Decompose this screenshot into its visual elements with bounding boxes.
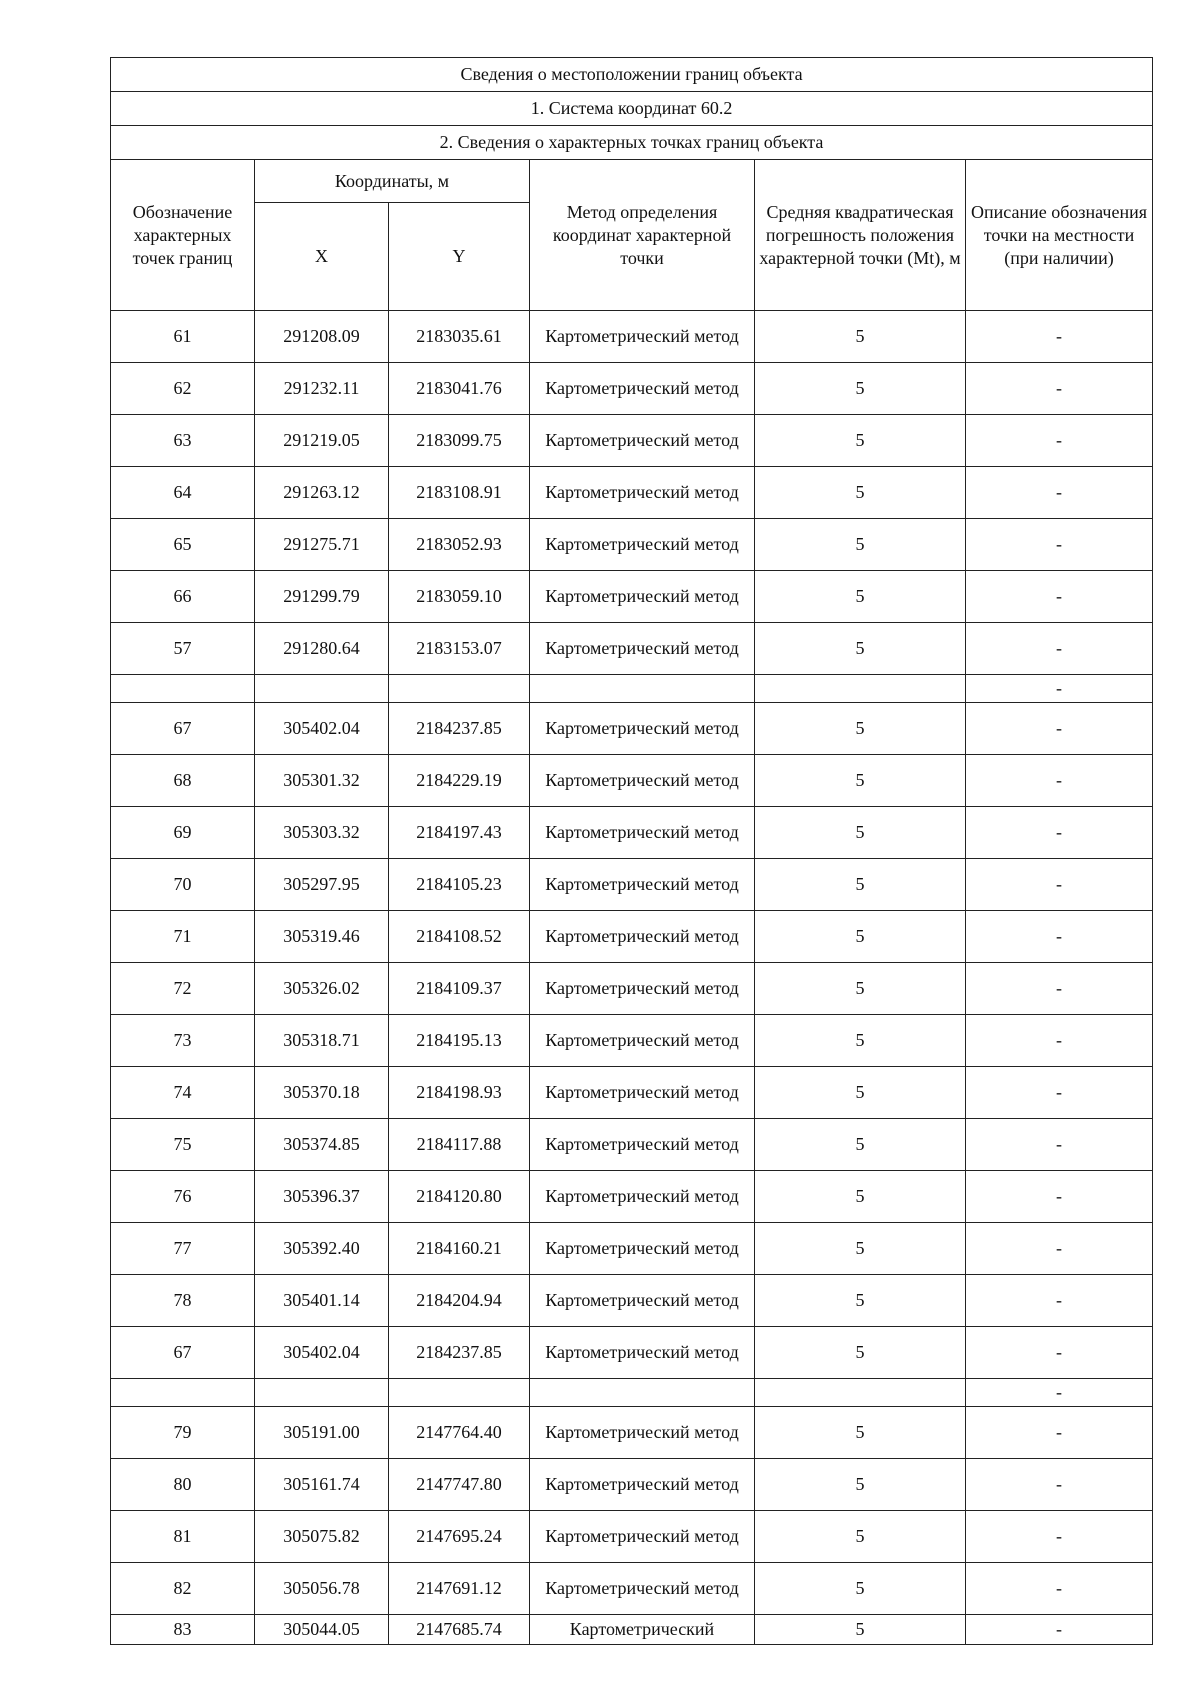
y-coordinate-cell: 2183153.07: [389, 623, 530, 675]
point-id-cell: 78: [111, 1275, 255, 1327]
table-row: [111, 1275, 1153, 1327]
x-coordinate-cell: 305401.14: [255, 1275, 389, 1327]
boundary-document: [110, 57, 1152, 1645]
x-coordinate-cell: 305075.82: [255, 1511, 389, 1563]
x-coordinate-cell: 305374.85: [255, 1119, 389, 1171]
y-coordinate-cell: 2184198.93: [389, 1067, 530, 1119]
x-coordinate-cell: [255, 1379, 389, 1407]
point-id-cell: 82: [111, 1563, 255, 1615]
method-cell: Картометрический метод: [530, 1511, 755, 1563]
error-cell: [755, 675, 966, 703]
description-cell: -: [966, 571, 1153, 623]
point-id-cell: 74: [111, 1067, 255, 1119]
error-cell: 5: [755, 1615, 966, 1645]
coordinate-system-title: 1. Система координат 60.2: [111, 92, 1153, 126]
x-coordinate-cell: 291280.64: [255, 623, 389, 675]
x-coordinate-cell: 291299.79: [255, 571, 389, 623]
method-cell: Картометрический метод: [530, 1275, 755, 1327]
description-cell: -: [966, 363, 1153, 415]
method-cell: Картометрический метод: [530, 1327, 755, 1379]
y-coordinate-cell: 2184117.88: [389, 1119, 530, 1171]
error-cell: 5: [755, 363, 966, 415]
y-coordinate-cell: 2183041.76: [389, 363, 530, 415]
method-cell: Картометрический метод: [530, 1015, 755, 1067]
method-cell: Картометрический метод: [530, 311, 755, 363]
description-cell: -: [966, 807, 1153, 859]
error-cell: 5: [755, 1223, 966, 1275]
table-row: [111, 859, 1153, 911]
y-coordinate-cell: 2184237.85: [389, 1327, 530, 1379]
method-cell: Картометрический метод: [530, 859, 755, 911]
description-cell: -: [966, 1511, 1153, 1563]
point-id-cell: 57: [111, 623, 255, 675]
point-id-cell: 73: [111, 1015, 255, 1067]
y-coordinate-cell: 2184109.37: [389, 963, 530, 1015]
method-cell: Картометрический метод: [530, 1223, 755, 1275]
table-row: [111, 1407, 1153, 1459]
method-cell: Картометрический метод: [530, 623, 755, 675]
table-row: [111, 363, 1153, 415]
method-cell: Картометрический метод: [530, 755, 755, 807]
method-cell: Картометрический метод: [530, 1407, 755, 1459]
table-row: [111, 571, 1153, 623]
error-cell: [755, 1379, 966, 1407]
section-title: Сведения о местоположении границ объекта: [111, 58, 1153, 92]
error-cell: 5: [755, 859, 966, 911]
table-row: [111, 311, 1153, 363]
point-id-cell: 72: [111, 963, 255, 1015]
description-cell: -: [966, 467, 1153, 519]
method-cell: Картометрический метод: [530, 571, 755, 623]
method-cell: Картометрический метод: [530, 1171, 755, 1223]
y-coordinate-cell: 2184105.23: [389, 859, 530, 911]
table-row: [111, 415, 1153, 467]
y-coordinate-cell: [389, 675, 530, 703]
description-cell: -: [966, 1459, 1153, 1511]
method-cell: Картометрический метод: [530, 1459, 755, 1511]
x-coordinate-cell: [255, 675, 389, 703]
y-coordinate-cell: 2184120.80: [389, 1171, 530, 1223]
error-cell: 5: [755, 1511, 966, 1563]
error-cell: 5: [755, 963, 966, 1015]
table-row: [111, 1511, 1153, 1563]
point-id-cell: 66: [111, 571, 255, 623]
table-row: [111, 911, 1153, 963]
point-id-cell: [111, 675, 255, 703]
error-cell: 5: [755, 571, 966, 623]
point-id-cell: 70: [111, 859, 255, 911]
method-cell: Картометрический метод: [530, 703, 755, 755]
x-coordinate-cell: 305402.04: [255, 703, 389, 755]
y-coordinate-cell: 2184229.19: [389, 755, 530, 807]
y-coordinate-cell: 2184108.52: [389, 911, 530, 963]
table-row: [111, 1015, 1153, 1067]
header-x: X: [255, 203, 389, 311]
table-row: [111, 963, 1153, 1015]
table-row: [111, 1327, 1153, 1379]
y-coordinate-cell: 2184237.85: [389, 703, 530, 755]
table-row: [111, 755, 1153, 807]
point-id-cell: 69: [111, 807, 255, 859]
error-cell: 5: [755, 807, 966, 859]
description-cell: -: [966, 1275, 1153, 1327]
y-coordinate-cell: [389, 1379, 530, 1407]
points-section-title: 2. Сведения о характерных точках границ объекта: [111, 126, 1153, 160]
x-coordinate-cell: 305326.02: [255, 963, 389, 1015]
x-coordinate-cell: 305319.46: [255, 911, 389, 963]
error-cell: 5: [755, 1459, 966, 1511]
table-row: [111, 1615, 1153, 1645]
description-cell: -: [966, 703, 1153, 755]
table-row: [111, 467, 1153, 519]
point-id-cell: 63: [111, 415, 255, 467]
point-id-cell: 80: [111, 1459, 255, 1511]
table-row: [111, 1459, 1153, 1511]
description-cell: -: [966, 911, 1153, 963]
error-cell: 5: [755, 703, 966, 755]
header-method: Метод определения координат характерной точки: [530, 160, 755, 311]
error-cell: 5: [755, 1327, 966, 1379]
x-coordinate-cell: 305370.18: [255, 1067, 389, 1119]
method-cell: Картометрический метод: [530, 467, 755, 519]
header-error: Средняя квадратическая погрешность положения характерной точки (Mt), м: [755, 160, 966, 311]
header-description: Описание обозначения точки на местности (при наличии): [966, 160, 1153, 311]
method-cell: Картометрический метод: [530, 1563, 755, 1615]
x-coordinate-cell: 305402.04: [255, 1327, 389, 1379]
point-id-cell: 61: [111, 311, 255, 363]
y-coordinate-cell: 2147764.40: [389, 1407, 530, 1459]
table-row: [111, 1171, 1153, 1223]
x-coordinate-cell: 305303.32: [255, 807, 389, 859]
x-coordinate-cell: 305161.74: [255, 1459, 389, 1511]
description-cell: -: [966, 1379, 1153, 1407]
error-cell: 5: [755, 1067, 966, 1119]
y-coordinate-cell: 2183059.10: [389, 571, 530, 623]
x-coordinate-cell: 305056.78: [255, 1563, 389, 1615]
x-coordinate-cell: 291263.12: [255, 467, 389, 519]
description-cell: -: [966, 519, 1153, 571]
y-coordinate-cell: 2183035.61: [389, 311, 530, 363]
point-id-cell: 77: [111, 1223, 255, 1275]
description-cell: -: [966, 1563, 1153, 1615]
x-coordinate-cell: 291275.71: [255, 519, 389, 571]
point-id-cell: 71: [111, 911, 255, 963]
x-coordinate-cell: 291219.05: [255, 415, 389, 467]
x-coordinate-cell: 305191.00: [255, 1407, 389, 1459]
y-coordinate-cell: 2147747.80: [389, 1459, 530, 1511]
description-cell: -: [966, 1615, 1153, 1645]
error-cell: 5: [755, 755, 966, 807]
point-id-cell: 65: [111, 519, 255, 571]
error-cell: 5: [755, 1407, 966, 1459]
point-id-cell: 79: [111, 1407, 255, 1459]
separator-row: [111, 675, 1153, 703]
error-cell: 5: [755, 415, 966, 467]
description-cell: -: [966, 859, 1153, 911]
description-cell: -: [966, 1407, 1153, 1459]
y-coordinate-cell: 2184204.94: [389, 1275, 530, 1327]
method-cell: Картометрический метод: [530, 807, 755, 859]
x-coordinate-cell: 305318.71: [255, 1015, 389, 1067]
table-row: [111, 1067, 1153, 1119]
method-cell: [530, 675, 755, 703]
description-cell: -: [966, 1223, 1153, 1275]
point-id-cell: [111, 1379, 255, 1407]
x-coordinate-cell: 305301.32: [255, 755, 389, 807]
error-cell: 5: [755, 1275, 966, 1327]
description-cell: -: [966, 1327, 1153, 1379]
y-coordinate-cell: 2183099.75: [389, 415, 530, 467]
description-cell: -: [966, 623, 1153, 675]
table-row: [111, 1119, 1153, 1171]
y-coordinate-cell: 2147685.74: [389, 1615, 530, 1645]
x-coordinate-cell: 291232.11: [255, 363, 389, 415]
header-coordinates: Координаты, м: [255, 160, 530, 203]
boundary-points-table: [110, 57, 1153, 1645]
x-coordinate-cell: 305396.37: [255, 1171, 389, 1223]
header-designation: Обозначение характерных точек границ: [111, 160, 255, 311]
table-row: [111, 623, 1153, 675]
point-id-cell: 62: [111, 363, 255, 415]
y-coordinate-cell: 2184160.21: [389, 1223, 530, 1275]
table-row: [111, 1563, 1153, 1615]
y-coordinate-cell: 2184195.13: [389, 1015, 530, 1067]
error-cell: 5: [755, 1171, 966, 1223]
method-cell: [530, 1379, 755, 1407]
description-cell: -: [966, 415, 1153, 467]
y-coordinate-cell: 2183108.91: [389, 467, 530, 519]
point-id-cell: 75: [111, 1119, 255, 1171]
method-cell: Картометрический метод: [530, 1067, 755, 1119]
error-cell: 5: [755, 1563, 966, 1615]
description-cell: -: [966, 755, 1153, 807]
table-row: [111, 519, 1153, 571]
error-cell: 5: [755, 311, 966, 363]
point-id-cell: 81: [111, 1511, 255, 1563]
point-id-cell: 64: [111, 467, 255, 519]
point-id-cell: 67: [111, 1327, 255, 1379]
description-cell: -: [966, 1171, 1153, 1223]
x-coordinate-cell: 305044.05: [255, 1615, 389, 1645]
y-coordinate-cell: 2184197.43: [389, 807, 530, 859]
description-cell: -: [966, 1119, 1153, 1171]
table-row: [111, 703, 1153, 755]
point-id-cell: 76: [111, 1171, 255, 1223]
description-cell: -: [966, 311, 1153, 363]
header-y: Y: [389, 203, 530, 311]
table-row: [111, 807, 1153, 859]
point-id-cell: 68: [111, 755, 255, 807]
method-cell: Картометрический метод: [530, 415, 755, 467]
description-cell: -: [966, 1015, 1153, 1067]
point-id-cell: 67: [111, 703, 255, 755]
x-coordinate-cell: 305297.95: [255, 859, 389, 911]
description-cell: -: [966, 675, 1153, 703]
description-cell: -: [966, 963, 1153, 1015]
method-cell: Картометрический метод: [530, 911, 755, 963]
error-cell: 5: [755, 1119, 966, 1171]
description-cell: -: [966, 1067, 1153, 1119]
separator-row: [111, 1379, 1153, 1407]
method-cell: Картометрический метод: [530, 963, 755, 1015]
table-row: [111, 1223, 1153, 1275]
method-cell: Картометрический метод: [530, 519, 755, 571]
y-coordinate-cell: 2147695.24: [389, 1511, 530, 1563]
y-coordinate-cell: 2147691.12: [389, 1563, 530, 1615]
error-cell: 5: [755, 911, 966, 963]
method-cell: Картометрический метод: [530, 1119, 755, 1171]
x-coordinate-cell: 305392.40: [255, 1223, 389, 1275]
method-cell: Картометрический метод: [530, 363, 755, 415]
y-coordinate-cell: 2183052.93: [389, 519, 530, 571]
x-coordinate-cell: 291208.09: [255, 311, 389, 363]
point-id-cell: 83: [111, 1615, 255, 1645]
error-cell: 5: [755, 467, 966, 519]
error-cell: 5: [755, 1015, 966, 1067]
error-cell: 5: [755, 623, 966, 675]
error-cell: 5: [755, 519, 966, 571]
method-cell: Картометрический: [530, 1615, 755, 1645]
